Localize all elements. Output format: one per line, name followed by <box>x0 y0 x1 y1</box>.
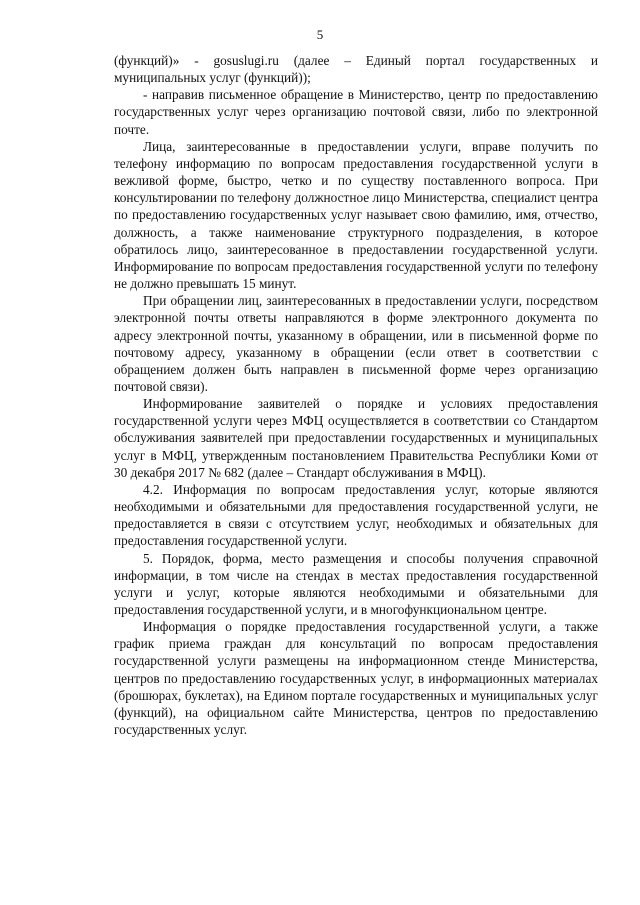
document-body <box>114 52 598 738</box>
paragraph-section-5-heading: 5. Порядок, форма, место размещения и способы получения справочной информации, в том числе на стендах в местах предоставления государственной услуги и услуг, которые являются необходимыми и обязательными для предоставления государственной услуги, и в многофункциональном центре. <box>114 550 598 617</box>
paragraph-section-4-2: 4.2. Информация по вопросам предоставления услуг, которые являются необходимыми и обязательными для предоставления государственной услуги, не предоставляется в связи с отсутствием услуг, необходимых и обязательных для предоставления государственной услуги. <box>114 481 598 549</box>
paragraph-email-responses: При обращении лиц, заинтересованных в предоставлении услуги, посредством электронной почты ответы направляются в форме электронного документа по адресу электронной почты, указанному в обращении, или в письменной форме по почтовому адресу, указанному в обращении (если ответ в соответствии с обращением должен быть направлен в письменной форме через организацию почтовой связи). <box>114 293 598 394</box>
page-number: 5 <box>316 27 324 42</box>
paragraph-mfc-informing: Информирование заявителей о порядке и условиях предоставления государственной услуги через МФЦ осуществляется в соответствии со Стандартом обслуживания заявителей при предоставлении государственных и муниципальных услуг в МФЦ, утвержденным постановлением Правительства Республики Коми от 30 декабря 2017 № 682 (далее – Стандарт обслуживания в МФЦ). <box>114 396 598 480</box>
paragraph-phone-consultation: Лица, заинтересованные в предоставлении услуги, вправе получить по телефону информацию по вопросам предоставления государственной услуги в вежливой форме, быстро, четко и по существу поставленного вопроса. При консультировании по телефону должностное лицо Министерства, специалист центра по предоставлению государственных услуг называет свою фамилию, имя, отчество, должность, а также наименование структурного подразделения, в которое обратилось лицо, заинтересованное в предоставлении государственной услуги. Информирование по вопросам предоставления государственной услуги по телефону не должно превышать 15 минут. <box>114 138 598 292</box>
paragraph-info-placement: Информация о порядке предоставления государственной услуги, а также график приема граждан для консультаций по вопросам предоставления государственной услуги размещены на информационном стенде Министерства, центров по предоставлению государственных услуг, в информационных материалах (брошюрах, буклетах), на Едином портале государственных и муниципальных услуг (функций), на официальном сайте Министерства, центров по предоставлению государственных услуг. <box>114 619 598 738</box>
paragraph-written-request: - направив письменное обращение в Министерство, центр по предоставлению государственных услуг через организацию почтовой связи, либо по электронной почте. <box>114 87 598 137</box>
paragraph-portal-continuation: (функций)» - gosuslugi.ru (далее – Единый портал государственных и муниципальных услуг (функций)); <box>114 53 598 86</box>
